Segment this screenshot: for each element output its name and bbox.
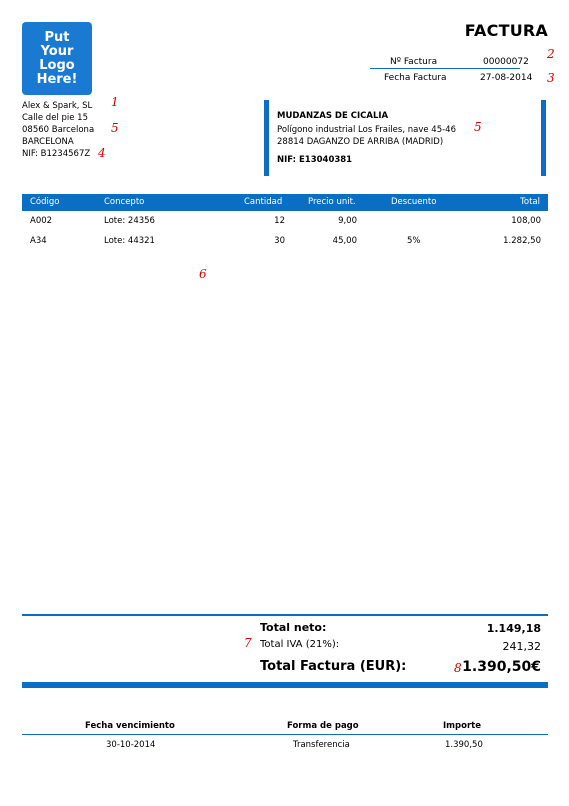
invoice-total-value: 1.390,50€ bbox=[462, 659, 541, 675]
annotation-marker: 1 bbox=[111, 95, 119, 109]
sender-nif: NIF: B1234567Z bbox=[22, 149, 91, 159]
sender-postal-city: 08560 Barcelona bbox=[22, 125, 95, 135]
sender-street: Calle del pie 15 bbox=[22, 113, 88, 123]
vat-total-label: Total IVA (21%): bbox=[260, 639, 340, 650]
client-border-left bbox=[264, 100, 269, 176]
client-border-right bbox=[541, 100, 546, 176]
annotation-marker: 5 bbox=[111, 121, 119, 135]
logo-line: Logo bbox=[39, 57, 75, 73]
payment-method-header: Forma de pago bbox=[287, 721, 359, 731]
column-header-total: Total bbox=[520, 197, 540, 207]
column-header-discount: Descuento bbox=[391, 197, 437, 207]
logo-line: Your bbox=[40, 43, 74, 59]
annotation-marker: 3 bbox=[547, 71, 555, 85]
logo-line: Here! bbox=[36, 71, 78, 87]
cell-code: A002 bbox=[30, 216, 53, 226]
cell-concept: Lote: 44321 bbox=[104, 236, 155, 246]
annotation-marker: 7 bbox=[244, 636, 252, 650]
client-name: MUDANZAS DE CICALIA bbox=[277, 111, 389, 121]
sender-province: BARCELONA bbox=[22, 137, 74, 147]
client-nif: NIF: E13040381 bbox=[277, 155, 353, 165]
annotation-marker: 6 bbox=[199, 267, 207, 281]
payment-method-value: Transferencia bbox=[293, 740, 350, 750]
cell-discount: 5% bbox=[407, 236, 421, 246]
client-street: Polígono industrial Los Frailes, nave 45-46 bbox=[277, 125, 456, 135]
totals-divider-bottom bbox=[22, 682, 548, 688]
sender-name: Alex & Spark, SL bbox=[22, 101, 93, 111]
cell-total: 108,00 bbox=[511, 216, 541, 226]
invoice-date-label: Fecha Factura bbox=[384, 73, 447, 83]
meta-divider bbox=[370, 68, 520, 69]
invoice-number-label: Nº Factura bbox=[390, 57, 438, 67]
net-total-value: 1.149,18 bbox=[486, 622, 541, 635]
logo-line: Put bbox=[44, 29, 70, 45]
company-logo bbox=[22, 22, 92, 95]
document-title: FACTURA bbox=[464, 21, 548, 40]
invoice-number-value: 00000072 bbox=[483, 57, 529, 67]
invoice-total-label: Total Factura (EUR): bbox=[260, 659, 407, 674]
due-date-header: Fecha vencimiento bbox=[85, 721, 175, 731]
cell-code: A34 bbox=[30, 236, 47, 246]
amount-header: Importe bbox=[443, 721, 481, 731]
due-date-value: 30-10-2014 bbox=[106, 740, 156, 750]
cell-quantity: 30 bbox=[274, 236, 285, 246]
annotation-marker: 2 bbox=[547, 47, 555, 61]
totals-divider-top bbox=[22, 614, 548, 616]
column-header-code: Código bbox=[30, 197, 60, 207]
cell-unit-price: 9,00 bbox=[338, 216, 357, 226]
footer-divider bbox=[22, 734, 548, 735]
cell-total: 1.282,50 bbox=[503, 236, 541, 246]
annotation-marker: 5 bbox=[474, 120, 482, 134]
annotation-marker: 4 bbox=[98, 146, 106, 160]
annotation-marker: 8 bbox=[454, 661, 462, 675]
client-postal-city: 28814 DAGANZO DE ARRIBA (MADRID) bbox=[277, 137, 444, 147]
column-header-unit-price: Precio unit. bbox=[308, 197, 356, 207]
invoice-date-value: 27-08-2014 bbox=[480, 73, 533, 83]
cell-unit-price: 45,00 bbox=[332, 236, 357, 246]
column-header-concept: Concepto bbox=[104, 197, 145, 207]
net-total-label: Total neto: bbox=[260, 621, 327, 634]
items-table-header bbox=[22, 194, 548, 211]
cell-concept: Lote: 24356 bbox=[104, 216, 155, 226]
column-header-quantity: Cantidad bbox=[244, 197, 283, 207]
amount-value: 1.390,50 bbox=[445, 740, 483, 750]
vat-total-value: 241,32 bbox=[502, 640, 541, 653]
cell-quantity: 12 bbox=[274, 216, 285, 226]
